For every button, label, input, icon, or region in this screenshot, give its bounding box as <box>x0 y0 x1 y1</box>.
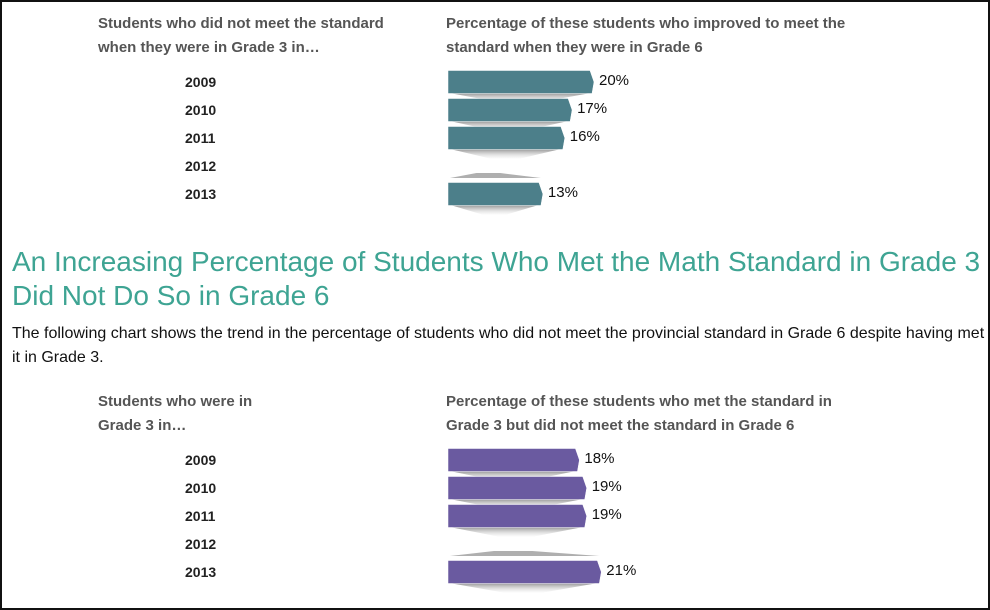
improvement-bar-chart <box>2 62 988 222</box>
bar-2009 <box>448 71 594 94</box>
section-description: The following chart shows the trend in the percentage of students who did not meet the provincial standard in Grade 6 despite having met it in Grade 3. <box>12 325 985 366</box>
year-label-2011: 2011 <box>185 130 216 146</box>
bar-shadow-2011 <box>452 150 559 159</box>
year-label-2012: 2012 <box>185 536 217 552</box>
bar-2010 <box>448 99 572 122</box>
value-label-2011: 19% <box>591 506 622 523</box>
value-label-2013: 13% <box>547 184 578 201</box>
year-label-2013: 2013 <box>185 564 217 580</box>
bar-2011 <box>448 505 587 528</box>
bar-ghost-2012 <box>450 551 599 556</box>
year-label-2009: 2009 <box>185 74 217 90</box>
bar-2010 <box>448 477 587 500</box>
year-label-2013: 2013 <box>185 186 217 202</box>
bar-shadow-2011 <box>452 528 581 537</box>
year-label-2012: 2012 <box>185 158 217 174</box>
value-label-2009: 18% <box>584 450 615 467</box>
bar-ghost-2012 <box>450 173 541 178</box>
year-label-2010: 2010 <box>185 480 217 496</box>
bar-shadow-2013 <box>452 584 595 593</box>
bar-2013 <box>448 561 601 584</box>
chart2-left-header: Students who were in Grade 3 in… <box>98 393 253 434</box>
year-label-2011: 2011 <box>185 508 216 524</box>
decline-bar-chart <box>2 440 988 600</box>
chart1-right-header: Percentage of these students who improved to meet the standard when they were in Grade 6 <box>446 15 846 56</box>
bar-2011 <box>448 127 565 150</box>
year-label-2009: 2009 <box>185 452 217 468</box>
bar-2009 <box>448 449 579 472</box>
bar-2013 <box>448 183 543 206</box>
value-label-2010: 19% <box>591 478 622 495</box>
chart2-right-header: Percentage of these students who met the standard in Grade 3 but did not meet the standard in Grade 6 <box>446 393 832 434</box>
bar-shadow-2013 <box>452 206 537 215</box>
value-label-2010: 17% <box>577 100 608 117</box>
value-label-2009: 20% <box>599 72 630 89</box>
value-label-2011: 16% <box>569 128 600 145</box>
value-label-2013: 21% <box>606 562 637 579</box>
year-label-2010: 2010 <box>185 102 217 118</box>
section-title: An Increasing Percentage of Students Who Met the Math Standard in Grade 3 Did Not Do So in Grade 6 <box>12 246 981 311</box>
chart1-left-header: Students who did not meet the standard when they were in Grade 3 in… <box>98 15 384 56</box>
